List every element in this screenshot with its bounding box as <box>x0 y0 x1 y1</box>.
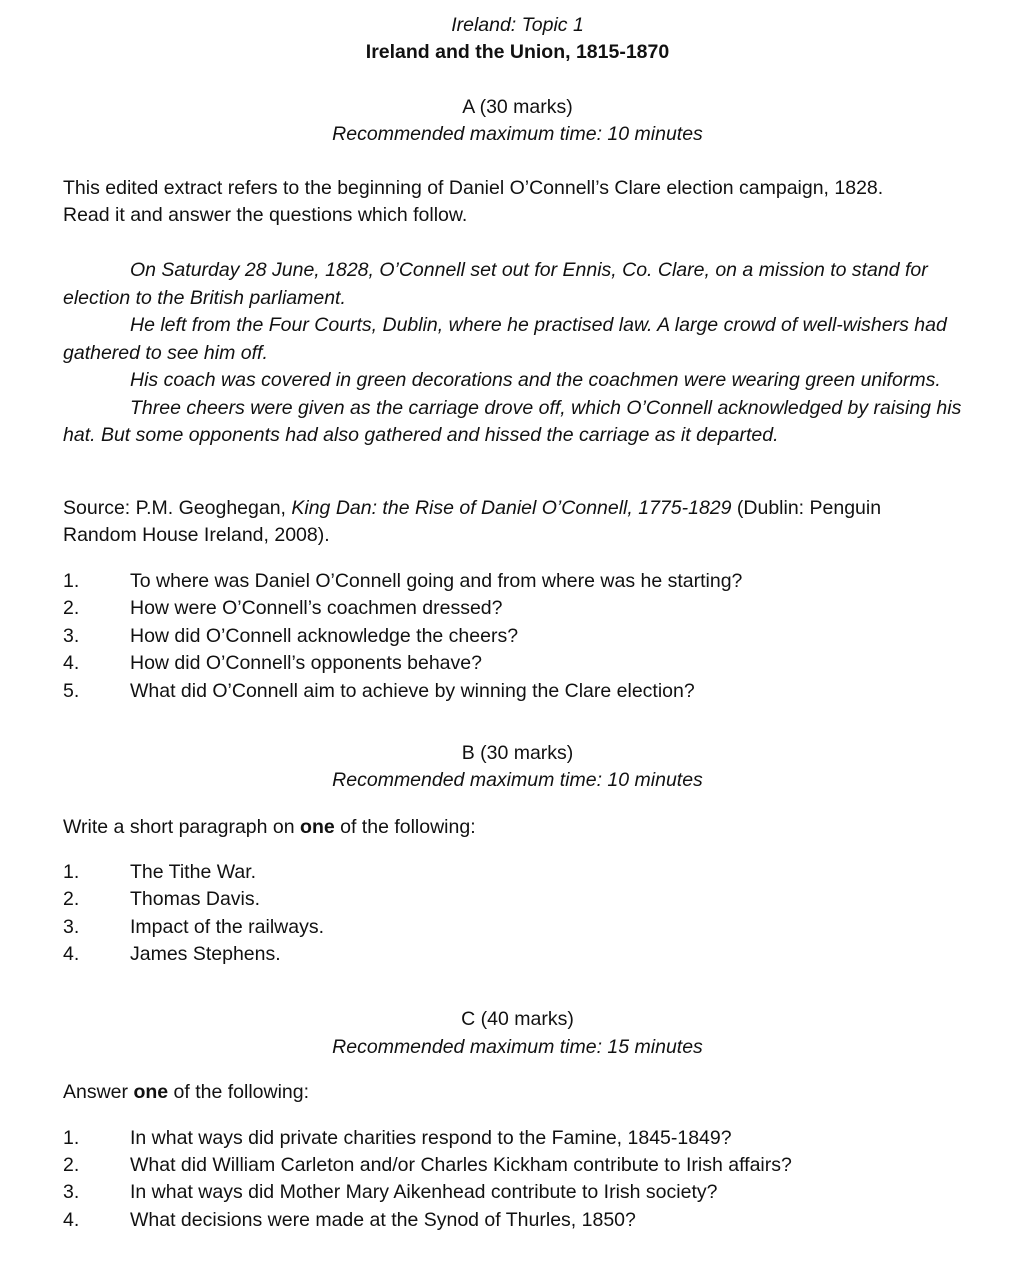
question-text: What did O’Connell aim to achieve by winning the Clare election? <box>130 680 695 702</box>
question-text: The Tithe War. <box>130 861 257 883</box>
question-text: Thomas Davis. <box>130 888 261 910</box>
question-text: How did O’Connell acknowledge the cheers? <box>130 625 519 647</box>
extract-paragraph: His coach was covered in green decorations and the coachmen were wearing green uniforms. <box>130 369 941 391</box>
topic-label: Ireland: Topic 1 <box>451 14 584 36</box>
question-item <box>63 943 281 966</box>
question-item <box>63 625 518 648</box>
question-number: 5. <box>63 680 80 702</box>
instruction-text: Write a short paragraph on <box>63 816 301 838</box>
source-prefix: Source: P.M. Geoghegan, <box>63 497 292 519</box>
question-item <box>63 916 324 939</box>
section-c-time: Recommended maximum time: 15 minutes <box>332 1036 703 1058</box>
question-text: What did William Carleton and/or Charles Kickham contribute to Irish affairs? <box>130 1154 792 1176</box>
question-item <box>63 570 742 593</box>
question-item <box>63 1154 792 1177</box>
question-text: How did O’Connell’s opponents behave? <box>130 652 482 674</box>
question-item <box>63 888 260 911</box>
section-b-heading: B (30 marks) <box>461 742 574 764</box>
question-text: James Stephens. <box>130 943 281 965</box>
extract-paragraph: Three cheers were given as the carriage drove off, which O’Connell acknowledged by raising his hat. But some opponents had also gathered and hissed the carriage as it departed. <box>63 396 962 446</box>
question-text: What decisions were made at the Synod of Thurles, 1850? <box>130 1209 636 1231</box>
question-item <box>63 1209 636 1232</box>
instruction-text: of the following: <box>334 816 476 838</box>
extract-paragraph: He left from the Four Courts, Dublin, where he practised law. A large crowd of well-wishers had gathered to see him off. <box>63 314 947 364</box>
question-text: Impact of the railways. <box>130 916 324 938</box>
section-b-time: Recommended maximum time: 10 minutes <box>332 769 703 791</box>
question-item <box>63 861 256 884</box>
question-item <box>63 1181 717 1204</box>
question-item <box>63 652 482 675</box>
question-number: 3. <box>63 916 80 938</box>
question-item <box>63 680 695 703</box>
page-title: Ireland and the Union, 1815-1870 <box>365 41 670 63</box>
instruction-emphasis: one <box>300 816 335 838</box>
question-item <box>63 597 503 620</box>
instruction-text: of the following: <box>168 1081 310 1103</box>
extract-block <box>63 257 973 450</box>
question-number: 3. <box>63 625 80 647</box>
source-citation-line1 <box>63 497 881 520</box>
question-number: 4. <box>63 652 80 674</box>
section-a-intro-line1: This edited extract refers to the beginning of Daniel O’Connell’s Clare election campaign, 1828. <box>63 177 884 199</box>
extract-paragraph: On Saturday 28 June, 1828, O’Connell set out for Ennis, Co. Clare, on a mission to stand for election to the British parliament. <box>63 259 928 309</box>
source-suffix: (Dublin: Penguin <box>731 497 882 519</box>
question-text: To where was Daniel O’Connell going and from where was he starting? <box>130 570 743 592</box>
question-number: 1. <box>63 861 80 883</box>
instruction-emphasis: one <box>133 1081 169 1103</box>
section-c-instruction <box>63 1081 309 1104</box>
question-number: 2. <box>63 888 80 910</box>
source-citation-line2: Random House Ireland, 2008). <box>63 524 330 546</box>
question-number: 4. <box>63 943 80 965</box>
section-a-intro-line2: Read it and answer the questions which follow. <box>63 204 468 226</box>
question-number: 2. <box>63 597 80 619</box>
question-number: 3. <box>63 1181 80 1203</box>
section-a-time: Recommended maximum time: 10 minutes <box>332 123 703 145</box>
question-number: 1. <box>63 1127 80 1149</box>
question-text: In what ways did Mother Mary Aikenhead contribute to Irish society? <box>130 1181 718 1203</box>
question-number: 4. <box>63 1209 80 1231</box>
instruction-text: Answer <box>63 1081 134 1103</box>
section-a-heading: A (30 marks) <box>462 96 573 118</box>
question-item <box>63 1127 732 1150</box>
section-b-instruction <box>63 816 476 839</box>
section-c-heading: C (40 marks) <box>461 1008 574 1030</box>
source-book-title: King Dan: the Rise of Daniel O’Connell, 1775-1829 <box>291 497 732 519</box>
question-text: In what ways did private charities respond to the Famine, 1845-1849? <box>130 1127 732 1149</box>
question-number: 1. <box>63 570 80 592</box>
question-text: How were O’Connell’s coachmen dressed? <box>130 597 503 619</box>
question-number: 2. <box>63 1154 80 1176</box>
